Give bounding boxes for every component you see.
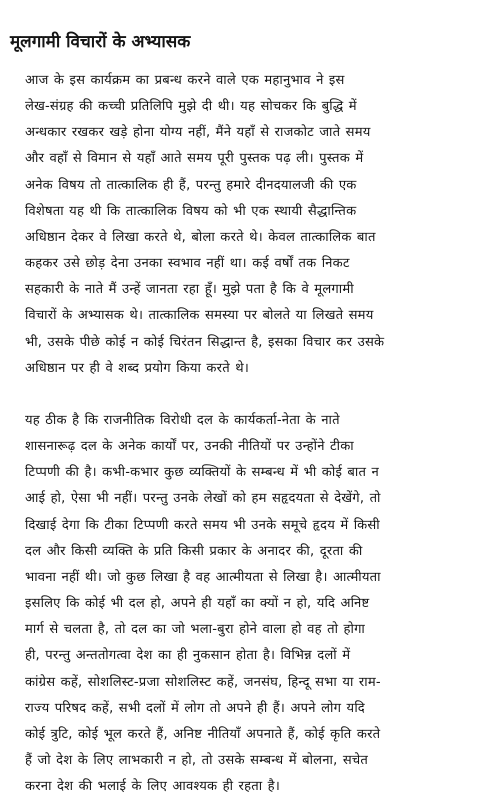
text-line: आज के इस कार्यक्रम का प्रबन्ध करने वाले एक महानुभाव ने इस bbox=[25, 73, 345, 88]
text-line: दल और किसी व्यक्ति के प्रति किसी प्रकार के अनादर की, दूरता की bbox=[25, 543, 363, 559]
text-line: भी, उसके पीछे कोई न कोई चिरंतन सिद्धान्त है, इसका विचार कर उसके bbox=[25, 334, 385, 350]
text-line: आई हो, ऐसा भी नहीं। परन्तु उनके लेखों को हम सहृदयता से देखेंगे, तो bbox=[25, 491, 381, 507]
paragraph-1 bbox=[25, 68, 473, 382]
text-line: कांग्रेस कहें, सोशलिस्ट-प्रजा सोशलिस्ट कहें, जनसंघ, हिन्दू सभा या राम- bbox=[25, 674, 381, 690]
text-line: भावना नहीं थी। जो कुछ लिखा है वह आत्मीयता से लिखा है। आत्मीयता bbox=[25, 569, 381, 585]
text-line: अधिष्ठान पर ही वे शब्द प्रयोग किया करते थे। bbox=[25, 360, 249, 376]
text-line: अन्धकार रखकर खड़े होना योग्य नहीं, मैंने यहाँ से राजकोट जाते समय bbox=[25, 125, 371, 141]
text-line: कोई त्रुटि, कोई भूल करते हैं, अनिष्ट नीतियाँ अपनाते हैं, कोई कृति करते bbox=[25, 726, 381, 742]
text-line: सहकारी के नाते मैं उन्हें जानता रहा हूँ। मुझे पता है कि वे मूलगामी bbox=[25, 282, 354, 298]
text-line: विशेषता यह थी कि तात्कालिक विषय को भी एक स्थायी सैद्धान्तिक bbox=[25, 203, 357, 219]
text-line: लेख-संग्रह की कच्ची प्रतिलिपि मुझे दी थी। यह सोचकर कि बुद्धि में bbox=[25, 99, 357, 115]
text-line: और वहाँ से विमान से यहाँ आते समय पूरी पुस्तक पढ़ ली। पुस्तक में bbox=[25, 151, 364, 167]
text-line: मार्ग से चलता है, तो दल का जो भला-बुरा होने वाला हो वह तो होगा bbox=[25, 622, 366, 638]
text-line: टिप्पणी की है। कभी-कभार कुछ व्यक्तियों के सम्बन्ध में भी कोई बात न bbox=[25, 465, 379, 481]
text-line: अधिष्ठान देकर वे लिखा करते थे, बोला करते थे। केवल तात्कालिक बात bbox=[25, 229, 376, 245]
text-line: दिखाई देगा कि टीका टिप्पणी करते समय भी उनके समूचे हृदय में किसी bbox=[25, 517, 380, 533]
text-line: हैं जो देश के लिए लाभकारी न हो, तो उसके सम्बन्ध में बोलना, सचेत bbox=[25, 753, 369, 769]
text-line: कहकर उसे छोड़ देना उनका स्वभाव नहीं था। कई वर्षों तक निकट bbox=[25, 256, 350, 272]
text-line: शासनारूढ़ दल के अनेक कार्यों पर, उनकी नीतियों पर उन्होंने टीका bbox=[25, 439, 354, 455]
text-line: अनेक विषय तो तात्कालिक ही हैं, परन्तु हमारे दीनदयालजी की एक bbox=[25, 177, 357, 193]
text-line: ही, परन्तु अन्ततोगत्वा देश का ही नुकसान होता है। विभिन्न दलों में bbox=[25, 648, 351, 664]
paragraph-2 bbox=[25, 408, 473, 800]
document-title: मूलगामी विचारों के अभ्यासक bbox=[10, 32, 191, 52]
text-line: यह ठीक है कि राजनीतिक विरोधी दल के कार्यकर्ता-नेता के नाते bbox=[25, 413, 340, 428]
text-line: करना देश की भलाई के लिए आवश्यक ही रहता है। bbox=[25, 779, 280, 795]
text-line: विचारों के अभ्यासक थे। तात्कालिक समस्या पर बोलते या लिखते समय bbox=[25, 308, 374, 324]
text-line: इसलिए कि कोई भी दल हो, अपने ही यहाँ का क्यों न हो, यदि अनिष्ट bbox=[25, 596, 370, 612]
text-line: राज्य परिषद कहें, सभी दलों में लोग तो अपने ही हैं। अपने लोग यदि bbox=[25, 700, 365, 716]
